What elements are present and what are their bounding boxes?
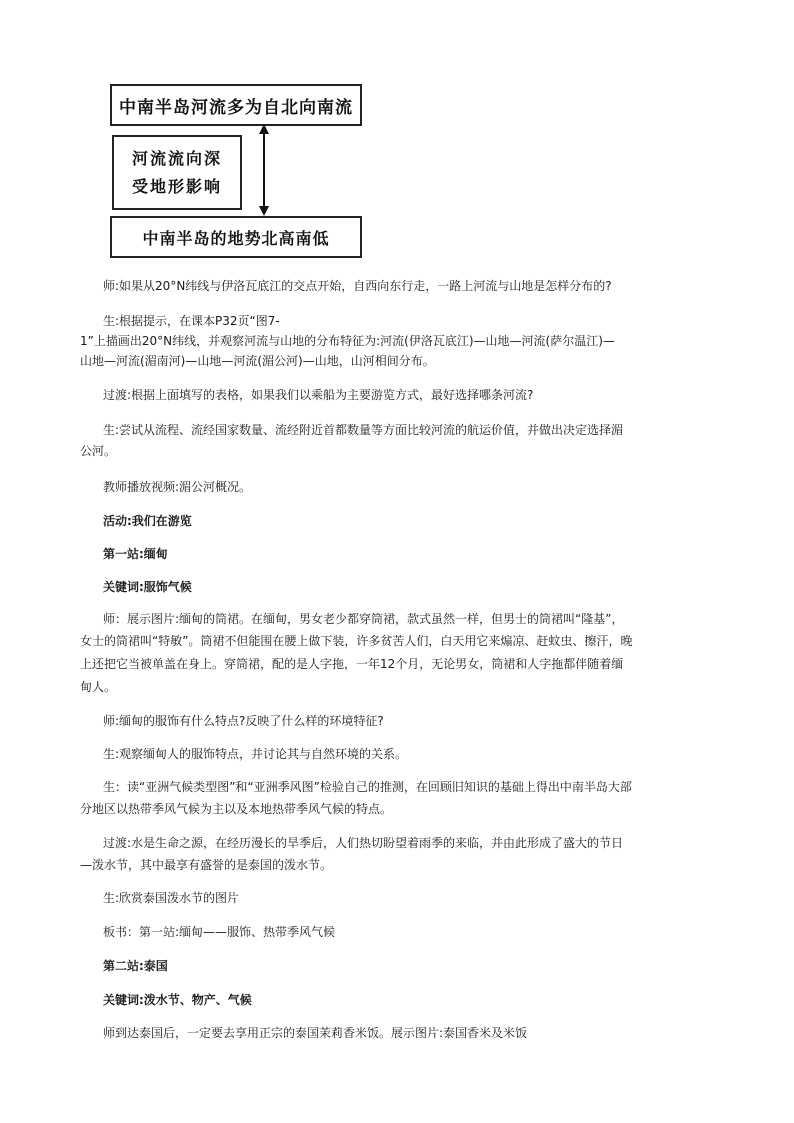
paragraph-13: 师到达泰国后，一定要去享用正宗的泰国茉莉香米饭。展示图片:泰国香米及米饭 — [103, 1026, 528, 1040]
diagram-bottom-box — [110, 216, 362, 258]
heading-keywords-1: 关键词:服饰气候 — [103, 580, 192, 594]
paragraph-6-line-3: 上还把它当被单盖在身上。穿筒裙，配的是人字拖，一年12个月，无论男女，筒裙和人字拖都伴随着缅 — [80, 657, 624, 671]
diagram-top-box — [110, 84, 362, 126]
paragraph-6-line-2: 女士的筒裙叫“特敏”。筒裙不但能围在腰上做下装，许多贫苦人们，白天用它来煽凉、赶蚊虫、擦汗，晚 — [80, 634, 633, 648]
heading-keywords-2: 关键词:泼水节、物产、气候 — [103, 993, 252, 1007]
paragraph-2-line-2: 1”上描画出20°N纬线，并观察河流与山地的分布特征为:河流(伊洛瓦底江)—山地—河流(萨尔温江)— — [80, 334, 615, 348]
diagram-side-text-1: 河流流向深 — [131, 148, 222, 168]
paragraph-2-line-1: 生:根据提示，在课本P32页“图7- — [103, 314, 280, 328]
paragraph-1: 师:如果从20°N纬线与伊洛瓦底江的交点开始，自西向东行走，一路上河流与山地是怎样分布的? — [103, 279, 612, 293]
double-arrow-icon — [256, 124, 272, 216]
paragraph-9-line-1: 生：读“亚洲气候类型图”和“亚洲季风图”检验自己的推测，在回顾旧知识的基础上得出中南半岛大部 — [103, 780, 632, 794]
paragraph-12: 板书：第一站:缅甸——服饰、热带季风气候 — [103, 925, 336, 939]
paragraph-10-line-1: 过渡:水是生命之源，在经历漫长的旱季后，人们热切盼望着雨季的来临，并由此形成了盛大的节日 — [103, 836, 624, 850]
heading-stop-2: 第二站:泰国 — [103, 959, 168, 973]
paragraph-4-line-1: 生:尝试从流程、流经国家数量、流经附近首都数量等方面比较河流的航运价值，并做出决定选择湄 — [103, 423, 624, 437]
diagram-side-box — [112, 135, 242, 210]
diagram-side-text-2: 受地形影响 — [131, 176, 222, 196]
heading-activity: 活动:我们在游览 — [103, 514, 192, 528]
paragraph-10-line-2: —泼水节，其中最享有盛誉的是泰国的泼水节。 — [80, 858, 333, 872]
paragraph-6-line-4: 甸人。 — [80, 680, 117, 694]
paragraph-9-line-2: 分地区以热带季风气候为主以及本地热带季风气候的特点。 — [80, 802, 393, 816]
paragraph-2-line-3: 山地—河流(湄南河)—山地—河流(湄公河)—山地，山河相间分布。 — [80, 354, 435, 368]
diagram-bottom-text: 中南半岛的地势北高南低 — [142, 228, 330, 248]
diagram-top-text: 中南半岛河流多为自北向南流 — [119, 97, 353, 118]
paragraph-11: 生:欣赏泰国泼水节的图片 — [103, 891, 240, 905]
heading-stop-1: 第一站:缅甸 — [103, 547, 168, 561]
paragraph-7: 师:缅甸的服饰有什么特点?反映了什么样的环境特征? — [103, 714, 384, 728]
paragraph-5: 教师播放视频:湄公河概况。 — [103, 480, 252, 494]
paragraph-3: 过渡:根据上面填写的表格，如果我们以乘船为主要游览方式，最好选择哪条河流? — [103, 388, 534, 402]
paragraph-8: 生:观察缅甸人的服饰特点，并讨论其与自然环境的关系。 — [103, 747, 408, 761]
flow-diagram — [0, 0, 794, 270]
paragraph-6-line-1: 师：展示图片:缅甸的筒裙。在缅甸，男女老少都穿筒裙，款式虽然一样，但男士的筒裙叫“隆基”， — [103, 612, 624, 626]
paragraph-4-line-2: 公河。 — [80, 444, 117, 458]
